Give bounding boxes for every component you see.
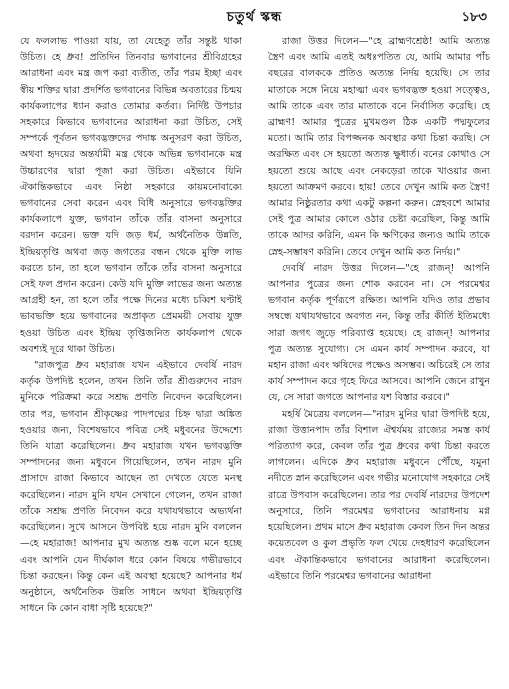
paragraph: রাজা উত্তর দিলেন—"হে ব্রাহ্মণশ্রেষ্ঠ! আমি অত্যন্ত স্ত্রৈণ এবং আমি এতই অধঃপতিত যে, আমি আমার পাঁচ বছরের বালককে প্রতিও অত্যন্ত নির্দয় হয়েছি। সে তার মাতাকে সঙ্গে নিয়ে মহাত্মা এবং ভগবদ্ভক্ত হওয়া সত্ত্বেও, আমি তাকে এবং তার মাতাকে বনে নির্বাসিত করেছি। হে ব্রাহ্মণ! আমার পুত্রের মুখমণ্ডল ঠিক একটি পদ্মফুলের মতো। আমি তার বিপজ্জনক অবস্থার কথা চিন্তা করছি। সে অরক্ষিত এবং সে হয়তো অত্যন্ত ক্ষুধার্ত। বনের কোথাও সে হয়তো শুয়ে আছে এবং নেকড়েরা তাকে খাওয়ার জন্য হয়তো আক্রমণ করবে। হায়! তেবে দেখুন আমি কত স্ত্রৈণ! আমার নিষ্ঠুরতার কথা একটু কল্পনা করুন। স্নেহবশে আমার সেই পুত্র আমার কোলে ওঠার চেষ্টা করেছিল, কিন্তু আমি তাকে আদর করিনি, এমন কি ক্ষণিকের জন্যও আমি তাকে স্নেহ-সম্ভাষণ করিনি। তেবে দেখুন আমি কত নির্দয়।" — [268, 36, 490, 258]
paragraph: মহর্ষি মৈত্রেয় বললেন—"নারদ মুনির দ্বারা উপদিষ্ট হয়ে, রাজা উত্তানপাদ তাঁর বিশাল ঐশ্বর্যময় রাজ্যের সমস্ত কার্য পরিত্যাগ করে, কেবল তাঁর পুত্র ধ্রুবের কথা চিন্তা করতে লাগলেন। এদিকে ধ্রুব মহারাজ মধুবনে পৌঁছে, যমুনা নদীতে স্নান করেছিলেন এবং গভীর মনোযোগ সহকারে সেই রাত্রে উপবাস করেছিলেন। তার পর দেবর্ষি নারদের উপদেশ অনুসারে, তিনি পরমেশ্বর ভগবানের আরাধনায় মগ্ন হয়েছিলেন। প্রথম মাসে ধ্রুব মহারাজ কেবল তিন দিন অন্তর কয়েতবেল ও কুল প্রভৃতি ফল খেয়ে দেহধারণ করেছিলেন এবং ঐকান্তিকভাবে ভগবানের আরাধনা করেছিলেন। এইভাবে তিনি পরমেশ্বর ভগবানের আরাধনা — [268, 408, 490, 582]
right-column — [268, 34, 490, 682]
paragraph: "রাজপুত্র ধ্রুব মহারাজ যখন এইভাবে দেবর্ষি নারদ কর্তৃক উপদিষ্ট হলেন, তখন তিনি তাঁর শ্রীগুরুদেব নারদ মুনিকে পরিক্রমা করে সশ্রদ্ধ প্রণতি নিবেদন করেছিলেন। তার পর, ভগবান শ্রীকৃষ্ণের পাদপদ্মের চিহ্ন দ্বারা অঙ্কিত হওয়ার জন্য, বিশেষভাবে পবিত্র সেই মধুবনের উদ্দেশ্যে তিনি যাত্রা করেছিলেন। ধ্রুব মহারাজ যখন ভগবদ্ভক্তি সম্পাদনের জন্য মধুবনে গিয়েছিলেন, তখন নারদ মুনি প্রাসাদে রাজা কিভাবে আছেন তা দেখতে যেতে মনস্থ করেছিলেন। নারদ মুনি যখন সেখানে গেলেন, তখন রাজা তাঁকে সশ্রদ্ধ প্রণতি নিবেদন করে যথাযথভাবে অভ্যর্থনা করেছিলেন। সুখে আসনে উপবিষ্ট হয়ে নারদ মুনি বললেন—হে মহারাজ! আপনার মুখ অত্যন্ত শুষ্ক বলে মনে হচ্ছে এবং আপনি যেন দীর্ঘকাল ধরে কোন বিষয়ে গভীরভাবে চিন্তা করছেন। কিন্তু কেন এই অবস্থা হয়েছে? আপনার ধর্ম অনুষ্ঠানে, অর্থনৈতিক উন্নতি সাধনে অথবা ইন্দ্রিয়তৃপ্তি সাধনে কি কোন বাধা সৃষ্টি হয়েছে?" — [20, 360, 242, 615]
page-number: ১৮৩ — [461, 10, 487, 25]
paragraph: যে ফললাভ পাওয়া যায়, তা যেহেতু তাঁর সন্তুষ্ট থাকা উচিত। হে ধ্রুব! প্রতিদিন তিনবার ভগবানের শ্রীবিগ্রহের আরাধনা এবং মন্ত্র জপ করা ব্যতীত, তাঁর পরম ইচ্ছা এবং স্বীয় শক্তির দ্বারা প্রদর্শিত ভগবানের বিভিন্ন অবতারের চিন্ময় কার্যকলাপের ধ্যান করাও তোমার কর্তব্য। নির্দিষ্ট উপচার সহকারে কিভাবে ভগবানের আরাধনা করা উচিত, সেই সম্পর্কে পূর্বতন ভগবদ্ভক্তদের পদাঙ্ক অনুসরণ করা উচিত, অথবা হৃদয়ের অন্তর্যামী মন্ত্র থেকে অভিন্ন ভগবানকে মন্ত্র উচ্চারণের দ্বারা পূজা করা উচিত। এইভাবে যিনি ঐকান্তিকভাবে এবং নিষ্ঠা সহকারে কায়মনোবাক্যে ভগবানের সেবা করেন এবং বিধি অনুসারে ভগবদ্ভক্তির কার্যকলাপে যুক্ত, ভগবান তাঁকে তাঁর বাসনা অনুসারে বরদান করেন। ভক্ত যদি জড় ধর্ম, অর্থনৈতিক উন্নতি, ইন্দ্রিয়তৃপ্তি অথবা জড় জগতের বন্ধন থেকে মুক্তি লাভ করতে চান, তা হলে ভগবান তাঁকে তাঁর বাসনা অনুসারে সেই ফল প্রদান করেন। কেউ যদি মুক্তি লাভের জন্য অত্যন্ত আগ্রহী হন, তা হলে তাঁর পক্ষে দিনের মধ্যে চব্বিশ ঘণ্টাই ভাবভক্তি হয়ে ভগবানের অপ্রাকৃত প্রেমময়ী সেবায় যুক্ত হওয়া উচিত এবং ইন্দ্রিয় তৃপ্তিজনিত কার্যকলাপ থেকে অবশ্যই দূরে থাকা উচিত। — [20, 36, 242, 355]
paragraph: দেবর্ষি নারদ উত্তর দিলেন—"হে রাজন্! আপনি আপনার পুত্রের জন্য শোক করবেন না। সে পরমেশ্বর ভগবান কর্তৃক পূর্ণরূপে রক্ষিত। আপনি যদিও তার প্রভাব সম্বন্ধে যথাযথভাবে অবগত নন, কিন্তু তাঁর কীর্তি ইতিমধ্যে সারা জগৎ জুড়ে পরিব্যাপ্ত হয়েছে। হে রাজন্! আপনার পুত্র অত্যন্ত সুযোগ্য। সে এমন কার্য সম্পাদন করবে, যা মহান রাজা এবং ঋষিদের পক্ষেও অসম্ভব। অচিরেই সে তার কার্য সম্পাদন করে গৃহে ফিরে আসবে। আপনি জেনে রাখুন যে, সে সারা জগতে আপনার যশ বিস্তার করবে।" — [268, 262, 490, 404]
left-column — [20, 34, 242, 682]
page-header — [0, 0, 509, 28]
page-title: চতুর্থ স্কন্ধ — [226, 10, 283, 25]
